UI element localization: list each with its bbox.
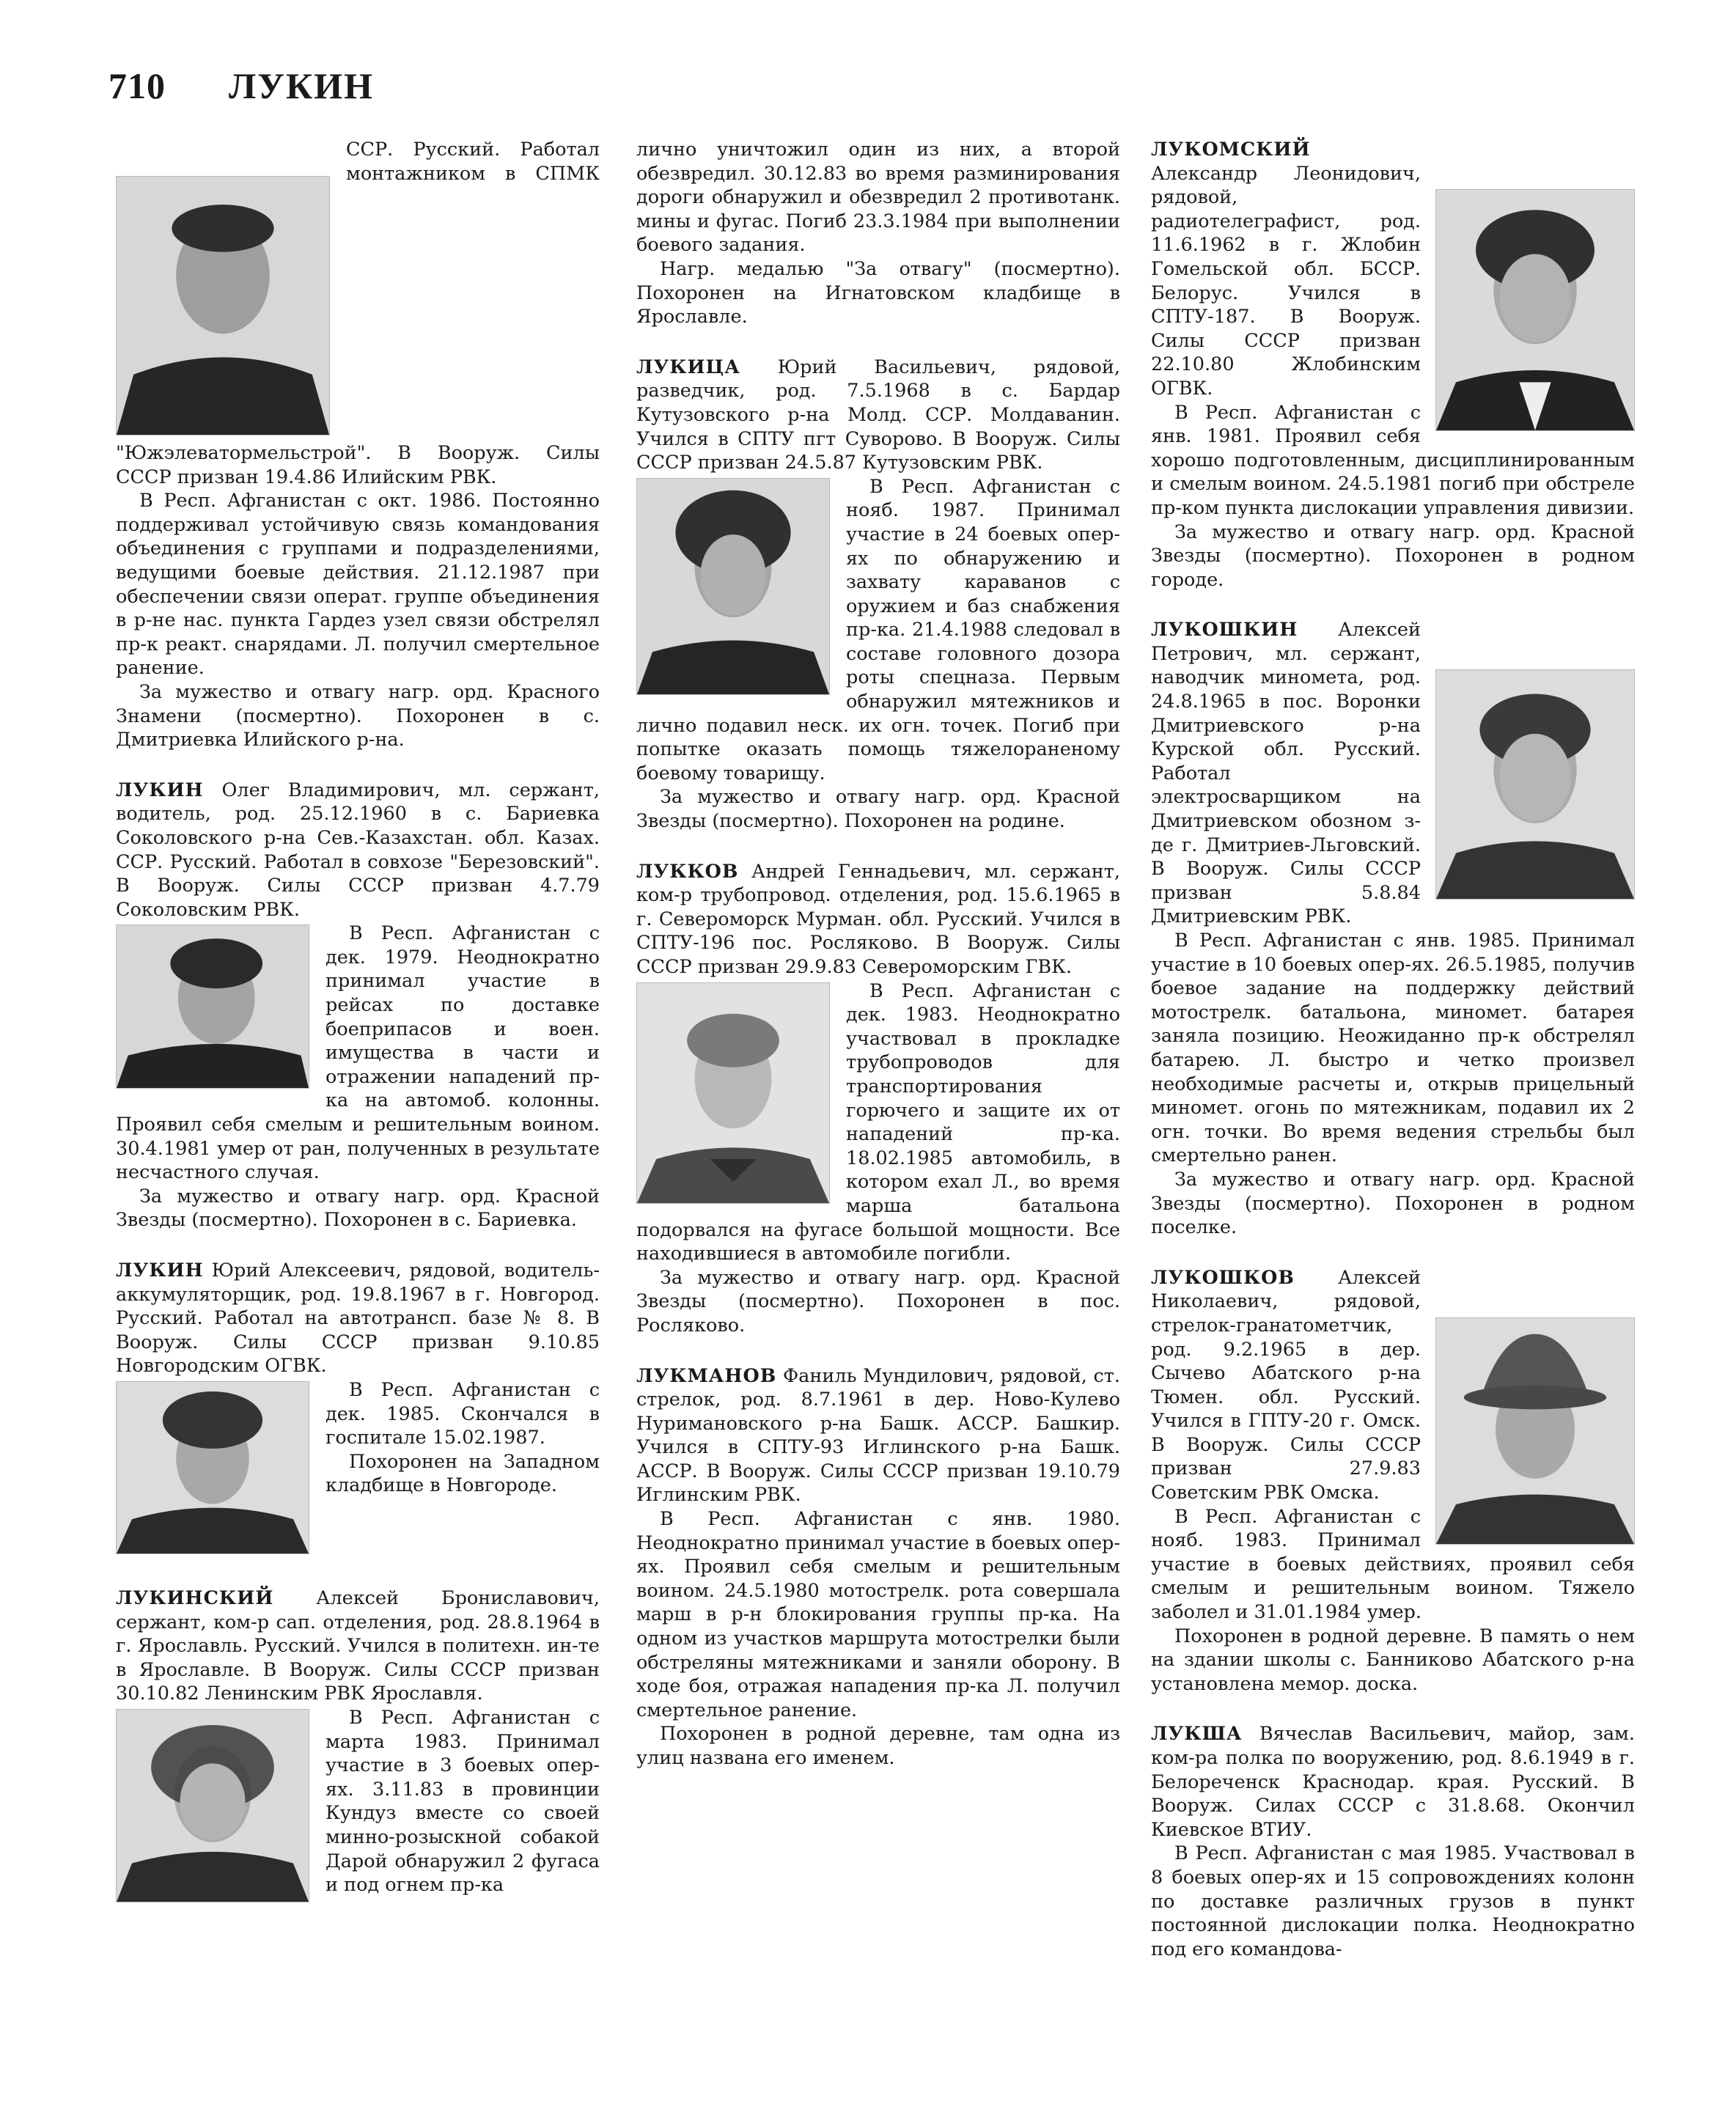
entry-lukin-yuriy: [116, 1259, 600, 1560]
portrait-photo: [116, 176, 330, 435]
entry-surname: ЛУКОШКОВ: [1151, 1266, 1295, 1289]
entry-paragraph: В Респ. Афганистан с дек. 1979. Неоднократно принимал участие в рейсах по доставке боеприпасов и воен. имущества в части и отражении нападений пр-ка на автомоб. колонны. Проявил себя смелым и решительным воином. 30.4.1981 умер от ран, полученных в результате несчастного случая.: [116, 922, 600, 1184]
entry-surname: ЛУКМАНОВ: [636, 1364, 777, 1387]
entry-paragraph: Юрий Алексеевич, рядовой, водитель-аккумуляторщик, род. 19.8.1967 в г. Новгород. Русский. Работал на автотрансп. базе № 8. В Вооруж. Силы СССР призван 9.10.85 Новгородским ОГВК.: [116, 1260, 600, 1378]
entry-paragraph: лично уничтожил один из них, а второй обезвредил. 30.12.83 во время разминирования дороги обнаружил и обезвредил 2 противотанк. мины и фугас. Погиб 23.3.1984 при выполнении боевого задания.: [636, 139, 1120, 257]
entry-surname: ЛУКИН: [116, 1260, 204, 1282]
entry-paragraph: В Респ. Афганистан с янв. 1985. Принимал участие в 10 боевых опер-ях. 26.5.1985, получив боевое задание на поддержку действий мотострелк. батальона, миномет. батарея заняла позицию. Неожиданно пр-к обстрелял батарею. Л. быстро и четко произвел необходимые расчеты и, открыв прицельный миномет. огонь по мятежникам, подавил их 2 огн. точки. Во время ведения стрельбы был смертельно ранен.: [1151, 930, 1635, 1167]
entry-paragraph: Александр Леонидович, рядовой, радиотелеграфист, род. 11.6.1962 в г. Жлобин Гомельской обл. БССР. Белорус. Учился в СПТУ-187. В Вооруж. Силы СССР призван 22.10.80 Жлобинским ОГВК.: [1151, 162, 1421, 400]
entry-luksha: [1151, 1722, 1635, 1961]
entry-paragraph: Похоронен в родной деревне. В память о нем на здании школы с. Банниково Абатского р-на установлена мемор. доска.: [1151, 1625, 1635, 1695]
entry-paragraph: Алексей Петрович, мл. сержант, наводчик миномета, род. 24.8.1965 в пос. Воронки Дмитриевского р-на Курской обл. Русский. Работал электросварщиком на Дмитриевском обозном з-де г. Дмитриев-Льговский. В Вооруж. Силы СССР призван 5.8.84 Дмитриевским РВК.: [1151, 619, 1421, 928]
entry-lukkov: [636, 860, 1120, 1338]
entry-paragraph: В Респ. Афганистан с марта 1983. Принимал участие в 3 боевых опер-ях. 3.11.83 в провинции Кундуз вместе со своей минно-розыскной собакой Дарой обнаружил 2 фугаса и под огнем пр-ка: [326, 1706, 600, 1897]
portrait-photo: [1435, 669, 1635, 900]
column-1: [116, 138, 600, 1924]
entry-paragraph: Олег Владимирович, мл. сержант, водитель, род. 25.12.1960 в с. Бариевка Соколовского р-на Сев.-Казахстан. обл. Казах. ССР. Русский. Работал в совхозе "Березовский". В Вооруж. Силы СССР призван 4.7.79 Соколовским РВК.: [116, 779, 600, 921]
entry-paragraph: Андрей Геннадьевич, мл. сержант, ком-р трубопровод. отделения, род. 15.6.1965 в г. Североморск Мурман. обл. Русский. Учился в СПТУ-196 пос. Росляково. В Вооруж. Силы СССР призван 29.9.83 Североморским ГВК.: [636, 860, 1120, 978]
entry-paragraph: За мужество и отвагу нагр. орд. Красной Звезды (посмертно). Похоронен в пос. Росляково.: [636, 1266, 1120, 1336]
entry-lukomskiy: [1151, 138, 1635, 592]
portrait-photo: [1435, 1317, 1635, 1545]
portrait-photo: [1435, 189, 1635, 431]
entry-surname: ЛУКИН: [116, 779, 204, 801]
entry-paragraph: За мужество и отвагу нагр. орд. Красной Звезды (посмертно). Похоронен на родине.: [636, 786, 1120, 833]
entry-paragraph: Нагр. медалью "За отвагу" (посмертно). Похоронен на Игнатовском кладбище в Ярославле.: [636, 257, 1120, 328]
portrait-photo: [636, 982, 830, 1204]
entry-paragraph: В Респ. Афганистан с мая 1985. Участвовал в 8 боевых опер-ях и 15 сопровождениях колонн по доставке различных грузов в пункт постоянной дислокации полка. Неоднократно под его командова-: [1151, 1842, 1635, 1960]
entry-lukoshkov: [1151, 1266, 1635, 1696]
entry-paragraph: В Респ. Афганистан с дек. 1983. Неоднократно участвовал в прокладке трубопроводов для транспортирования горючего и защите их от нападений пр-ка. 18.02.1985 автомобиль, в котором ехал Л., во время марша батальона подорвался на фугасе большой мощности. Все находившиеся в автомобиле погибли.: [636, 979, 1120, 1265]
portrait-photo: [116, 1381, 309, 1554]
entry-lukitsa: [636, 356, 1120, 834]
entry-continuation: [116, 138, 600, 752]
entry-paragraph: Алексей Брониславович, сержант, ком-р сап. отделения, род. 28.8.1964 в г. Ярославль. Русский. Учился в политехн. ин-те в Ярославле. В Вооруж. Силы СССР призван 30.10.82 Ленинским РВК Ярославля.: [116, 1586, 600, 1705]
entry-paragraph: За мужество и отвагу нагр. орд. Красной Звезды (посмертно). Похоронен в родном поселке.: [1151, 1168, 1635, 1239]
entry-paragraph: Похоронен в родной деревне, там одна из улиц названа его именем.: [636, 1723, 1120, 1769]
entry-paragraph: В Респ. Афганистан с дек. 1985. Скончался в госпитале 15.02.1987.: [326, 1378, 600, 1449]
entry-paragraph: Вячеслав Васильевич, майор, зам. ком-ра полка по вооружению, род. 8.6.1949 в г. Белореченск Краснодар. края. Русский. В Вооруж. Силах СССР с 31.8.68. Окончил Киевское ВТИУ.: [1151, 1723, 1635, 1841]
entry-paragraph: Юрий Васильевич, рядовой, разведчик, род. 7.5.1968 в с. Бардар Кутузовского р-на Молд. ССР. Молдаванин. Учился в СПТУ пгт Суворово. В Вооруж. Силы СССР призван 24.5.87 Кутузовским РВК.: [636, 356, 1120, 474]
entry-lukmanov: [636, 1364, 1120, 1770]
entry-surname: ЛУКША: [1151, 1723, 1243, 1746]
entry-paragraph: За мужество и отвагу нагр. орд. Красной Звезды (посмертно). Похоронен в родном городе.: [1151, 521, 1635, 591]
column-2: [636, 138, 1120, 1797]
entry-surname: ЛУКОМСКИЙ: [1151, 139, 1311, 161]
running-title: ЛУКИН: [229, 65, 374, 106]
portrait-photo: [636, 478, 830, 695]
portrait-photo: [116, 924, 309, 1089]
column-3: [1151, 138, 1635, 1988]
entry-surname: ЛУКИНСКИЙ: [116, 1586, 274, 1609]
entry-paragraph: ССР. Русский. Работал монтажником в СПМК "Южэлеватормельстрой". В Вооруж. Силы СССР призван 19.4.86 Илийским РВК.: [116, 139, 600, 488]
entry-paragraph: В Респ. Афганистан с янв. 1980. Неоднократно принимал участие в боевых опер-ях. Проявил себя смелым и решительным воином. 24.5.1980 мотострелк. рота совершала марш в р-н блокирования группы пр-ка. На одном из участков маршрута мотострелки были обстреляны мятежниками и заняли оборону. В ходе боя, отражая нападения пр-ка Л. получил смертельное ранение.: [636, 1508, 1120, 1721]
entry-paragraph: Фаниль Мундилович, рядовой, ст. стрелок, род. 8.7.1961 в дер. Ново-Кулево Нуримановского р-на Башк. АССР. Башкир. Учился в СПТУ-93 Иглинского р-на Башк. АССР. В Вооруж. Силы СССР призван 19.10.79 Иглинским РВК.: [636, 1364, 1121, 1507]
entry-surname: ЛУККОВ: [636, 860, 739, 883]
entry-continuation: [636, 138, 1120, 329]
portrait-photo: [116, 1709, 309, 1902]
entry-paragraph: Алексей Николаевич, рядовой, стрелок-гранатометчик, род. 9.2.1965 в дер. Сычево Абатского р-на Тюмен. обл. Русский. Учился в ГПТУ-20 г. Омск. В Вооруж. Силы СССР призван 27.9.83 Советским РВК Омска.: [1151, 1266, 1421, 1504]
entry-paragraph: В Респ. Афганистан с нояб. 1987. Принимал участие в 24 боевых опер-ях по обнаружению и захвату караванов с оружием и баз снабжения пр-ка. 21.4.1988 следовал в составе головного дозора роты спецназа. Первым обнаружил мятежников и лично подавил неск. их огн. точек. Погиб при попытке оказать помощь тяжелораненому боевому товарищу.: [636, 475, 1120, 784]
entry-paragraph: В Респ. Афганистан с янв. 1981. Проявил себя хорошо подготовленным, дисциплинированным и смелым воином. 24.5.1981 погиб при обстреле пр-ком пункта дислокации управления дивизии.: [1151, 401, 1635, 519]
entry-lukoshkin: [1151, 618, 1635, 1239]
page-number: 710: [108, 65, 166, 106]
entry-paragraph: За мужество и отвагу нагр. орд. Красного Знамени (посмертно). Похоронен в с. Дмитриевка Илийского р-на.: [116, 680, 600, 751]
entry-lukin-oleg: [116, 779, 600, 1232]
entry-paragraph: В Респ. Афганистан с нояб. 1983. Принимал участие в боевых действиях, проявил себя смелым и решительным воином. Тяжело заболел и 31.01.1984 умер.: [1151, 1505, 1635, 1624]
entry-surname: ЛУКОШКИН: [1151, 619, 1298, 641]
entry-surname: ЛУКИЦА: [636, 356, 740, 378]
entry-lukinskiy: [116, 1586, 600, 1897]
entry-paragraph: В Респ. Афганистан с окт. 1986. Постоянно поддерживал устойчивую связь командования объединения с группами и подразделениями, ведущими боевые действия. 21.12.1987 при обеспечении связи операт. группе объединения в р-не нас. пункта Гардез узел связи обстрелял пр-к реакт. снарядами. Л. получил смертельное ранение.: [116, 490, 600, 680]
entry-paragraph: За мужество и отвагу нагр. орд. Красной Звезды (посмертно). Похоронен в с. Бариевка.: [116, 1185, 600, 1232]
entry-paragraph: Похоронен на Западном кладбище в Новгороде.: [326, 1450, 600, 1497]
